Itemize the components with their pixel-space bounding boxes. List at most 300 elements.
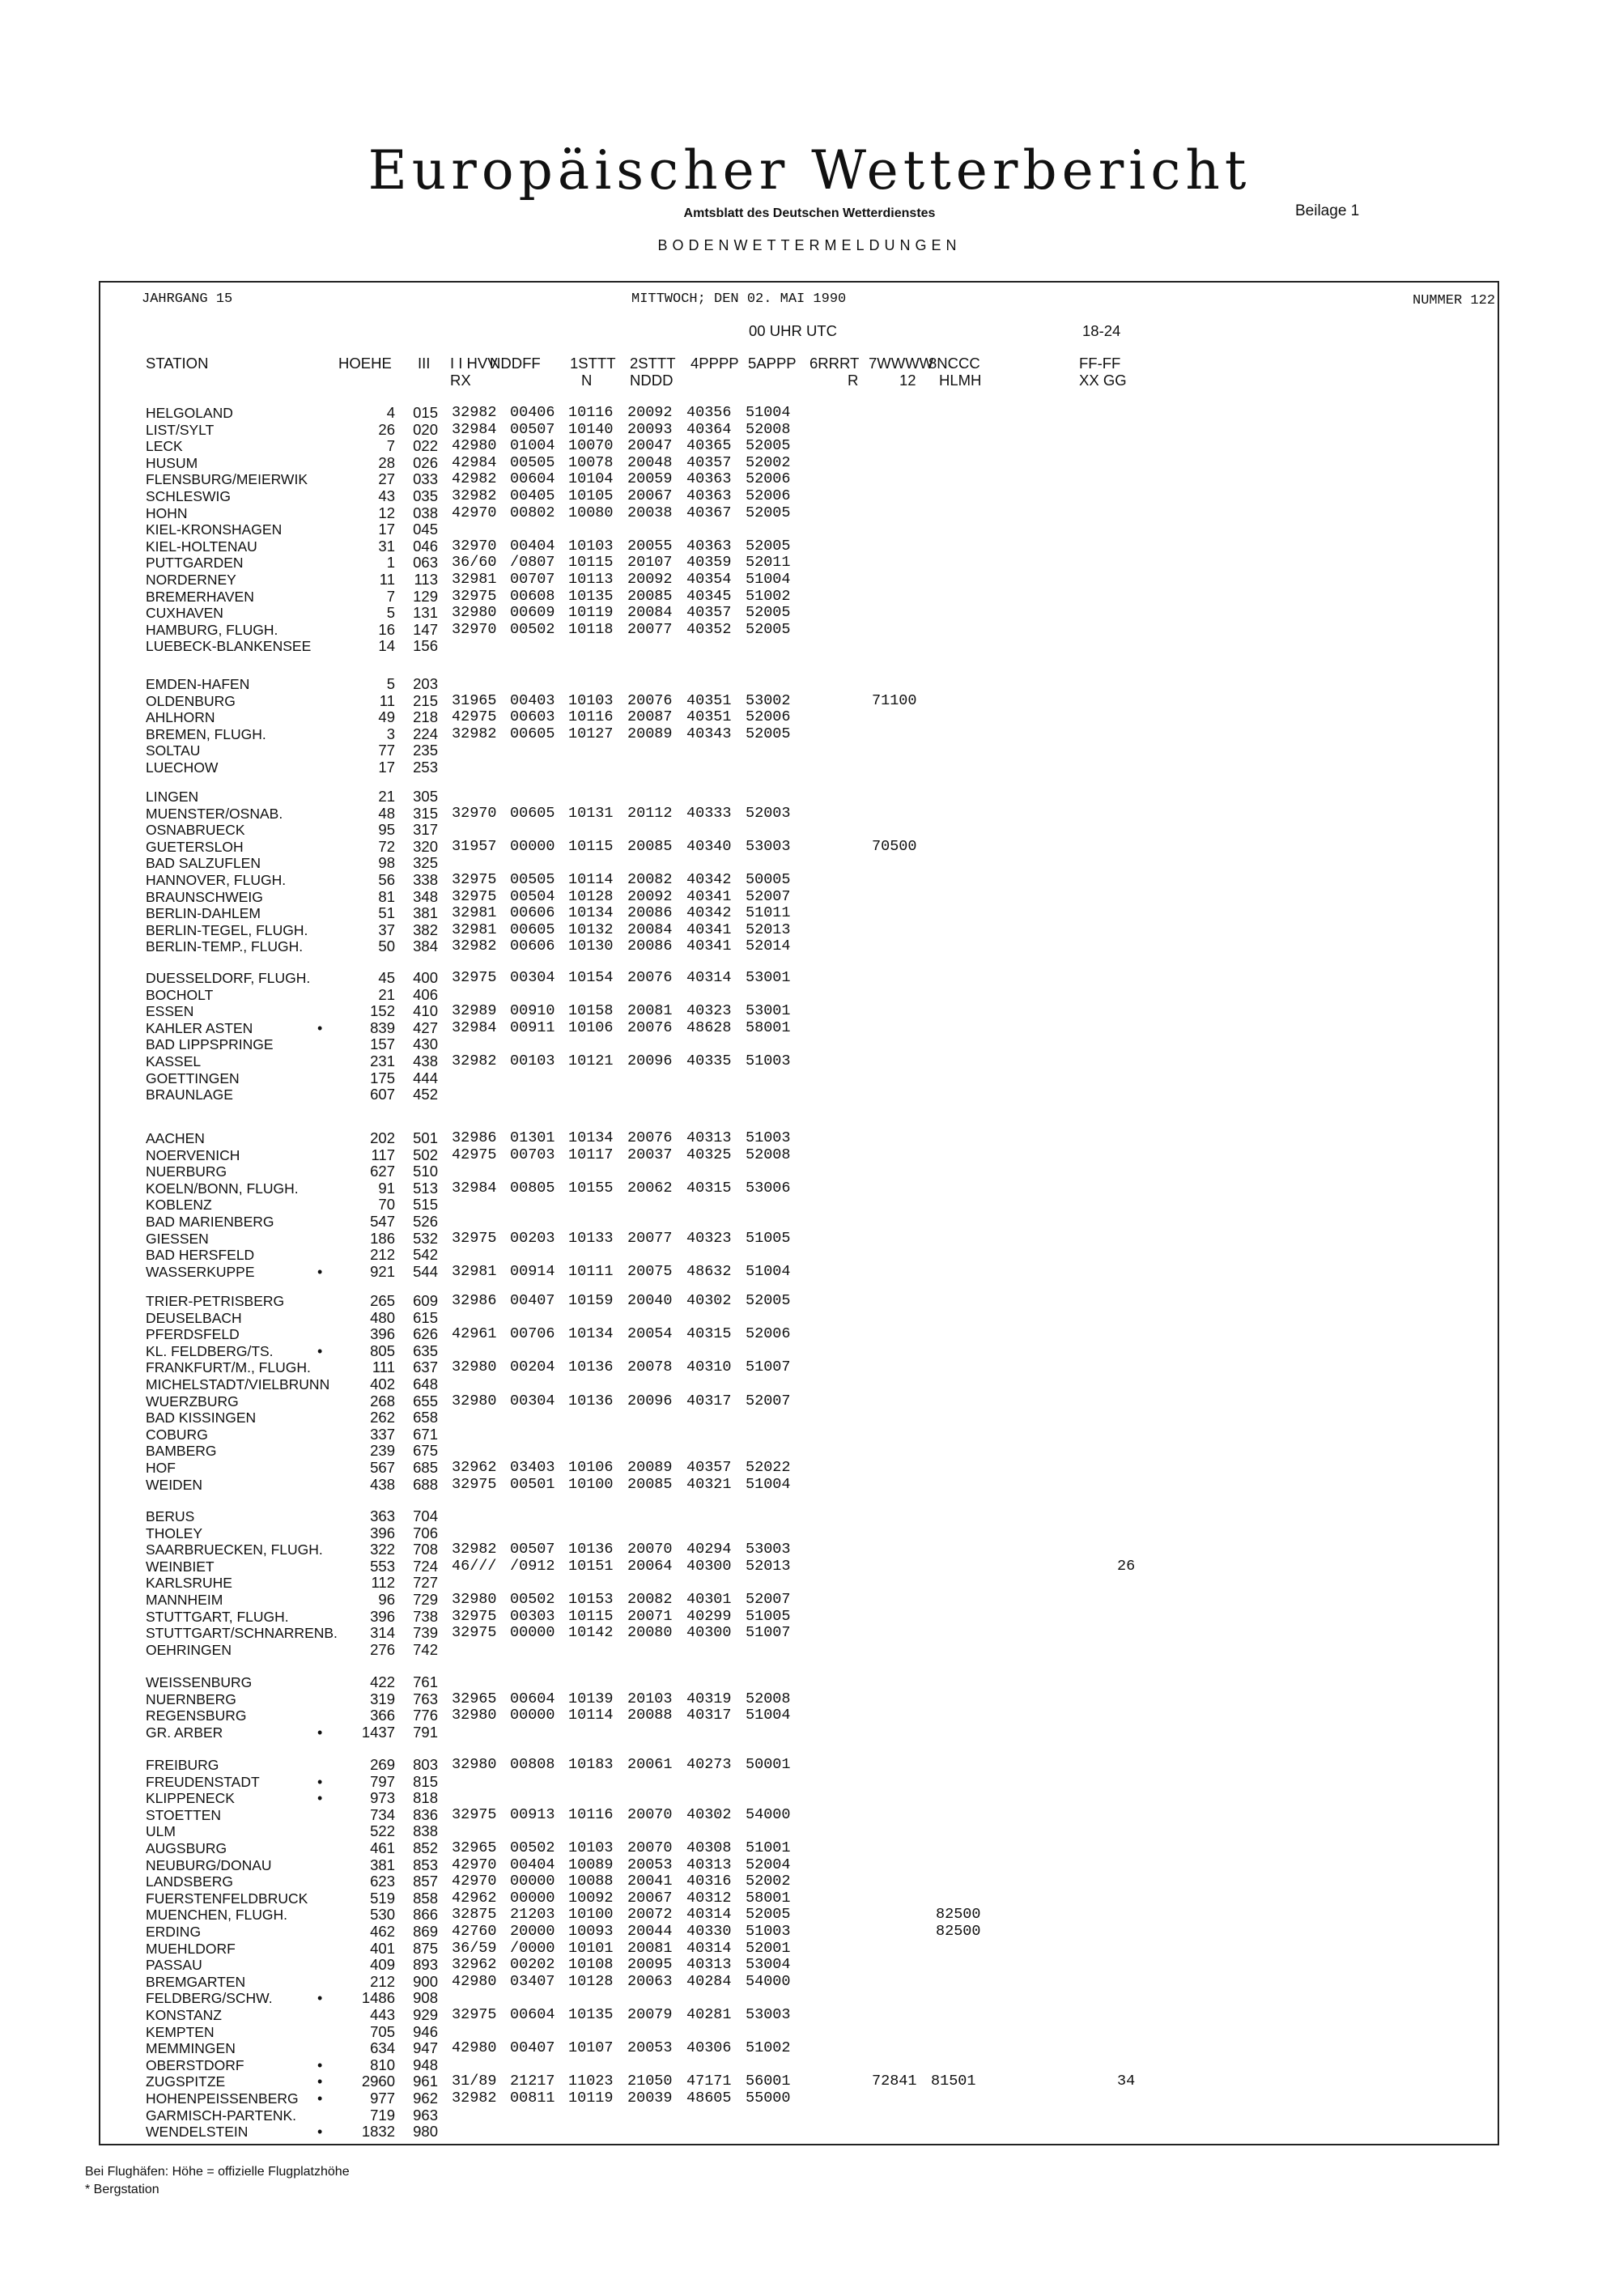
header-c1b: RX bbox=[450, 372, 471, 389]
data-group: 40319 bbox=[686, 1690, 732, 1707]
data-group: 32980 bbox=[452, 1591, 497, 1608]
station-hoehe: 396 bbox=[370, 1325, 395, 1343]
station-hoehe: 212 bbox=[370, 1972, 395, 1990]
data-group: 40357 bbox=[686, 604, 732, 622]
data-group: 00604 bbox=[510, 470, 555, 488]
station-hoehe: 839 bbox=[370, 1018, 395, 1036]
station-iii: 853 bbox=[413, 1856, 438, 1873]
station-name: NOERVENICH bbox=[146, 1146, 240, 1163]
data-group: 00606 bbox=[510, 938, 555, 955]
data-group: 00913 bbox=[510, 1805, 555, 1823]
station-iii: 838 bbox=[413, 1822, 438, 1840]
station-name: LUECHOW bbox=[146, 759, 219, 776]
data-group: 20000 bbox=[510, 1923, 555, 1940]
station-iii: 510 bbox=[413, 1163, 438, 1180]
data-group: 48605 bbox=[686, 2090, 732, 2107]
station-iii: 203 bbox=[413, 675, 438, 692]
footnote-bergstation: * Bergstation bbox=[85, 2183, 159, 2196]
data-group: 32982 bbox=[452, 2090, 497, 2107]
station-hoehe: 31 bbox=[378, 537, 395, 555]
data-group: 10103 bbox=[568, 537, 614, 555]
data-group: 53001 bbox=[746, 1002, 791, 1020]
data-group: 20082 bbox=[627, 871, 673, 888]
data-group: 40314 bbox=[686, 969, 732, 986]
data-group: 52013 bbox=[746, 921, 791, 938]
bergstation-marker: • bbox=[317, 2056, 323, 2073]
data-group: 32981 bbox=[452, 904, 497, 922]
station-hoehe: 231 bbox=[370, 1052, 395, 1069]
data-group: /0912 bbox=[510, 1557, 555, 1575]
data-group: 32980 bbox=[452, 604, 497, 622]
station-iii: 315 bbox=[413, 804, 438, 822]
station-hoehe: 28 bbox=[378, 453, 395, 471]
station-iii: 026 bbox=[413, 453, 438, 471]
data-group: 01004 bbox=[510, 437, 555, 455]
data-group: 00706 bbox=[510, 1325, 555, 1343]
data-group: 20067 bbox=[627, 1889, 673, 1907]
station-iii: 317 bbox=[413, 821, 438, 839]
station-hoehe: 3 bbox=[386, 725, 395, 742]
data-group: 10130 bbox=[568, 938, 614, 955]
station-iii: 406 bbox=[413, 985, 438, 1003]
data-group: 32982 bbox=[452, 725, 497, 742]
data-group: 32982 bbox=[452, 1052, 497, 1069]
data-group: 10118 bbox=[568, 620, 614, 638]
data-group: 32981 bbox=[452, 571, 497, 588]
station-hoehe: 797 bbox=[370, 1772, 395, 1790]
data-group: 51005 bbox=[746, 1229, 791, 1247]
station-hoehe: 409 bbox=[370, 1956, 395, 1974]
data-group: 20076 bbox=[627, 969, 673, 986]
period-label: 18-24 bbox=[1082, 322, 1121, 339]
data-group: 42961 bbox=[452, 1325, 497, 1343]
station-hoehe: 401 bbox=[370, 1939, 395, 1957]
data-group: 20077 bbox=[627, 620, 673, 638]
station-hoehe: 17 bbox=[378, 521, 395, 538]
data-group: 00703 bbox=[510, 1146, 555, 1163]
station-hoehe: 11 bbox=[379, 691, 395, 709]
data-group: 20070 bbox=[627, 1541, 673, 1558]
data-group: 32984 bbox=[452, 420, 497, 438]
station-hoehe: 37 bbox=[378, 921, 395, 938]
station-hoehe: 319 bbox=[370, 1690, 395, 1707]
station-name: BERLIN-TEGEL, FLUGH. bbox=[146, 921, 308, 938]
station-iii: 815 bbox=[413, 1772, 438, 1790]
data-group: 20095 bbox=[627, 1956, 673, 1974]
bergstation-marker: • bbox=[317, 1724, 323, 1741]
station-iii: 410 bbox=[413, 1002, 438, 1020]
data-group: 40308 bbox=[686, 1839, 732, 1856]
data-group: 20063 bbox=[627, 1972, 673, 1990]
data-group: 10111 bbox=[568, 1262, 614, 1280]
station-iii: 900 bbox=[413, 1972, 438, 1990]
data-group: 00406 bbox=[510, 404, 555, 421]
station-name: GUETERSLOH bbox=[146, 838, 244, 855]
data-group: 52005 bbox=[746, 1292, 791, 1309]
group-7wwww: 71100 bbox=[872, 691, 917, 709]
header-iii: III bbox=[418, 355, 431, 372]
data-group: 10159 bbox=[568, 1292, 614, 1309]
data-group: 20088 bbox=[627, 1707, 673, 1724]
data-group: 32975 bbox=[452, 587, 497, 605]
station-name: LIST/SYLT bbox=[146, 421, 215, 438]
station-name: BAD KISSINGEN bbox=[146, 1409, 257, 1426]
data-group: 00502 bbox=[510, 1839, 555, 1856]
station-name: COBURG bbox=[146, 1426, 208, 1443]
station-name: KARLSRUHE bbox=[146, 1575, 232, 1592]
station-iii: 980 bbox=[413, 2123, 438, 2141]
data-group: 00000 bbox=[510, 1707, 555, 1724]
data-group: 20055 bbox=[627, 537, 673, 555]
header-c8b: 12 bbox=[899, 372, 916, 389]
group-7wwww: 72841 bbox=[872, 2073, 917, 2090]
station-name: FRANKFURT/M., FLUGH. bbox=[146, 1359, 311, 1376]
data-group: 00911 bbox=[510, 1018, 555, 1036]
data-group: 32975 bbox=[452, 2006, 497, 2023]
header-c2: NDDFF bbox=[490, 355, 541, 372]
data-group: 00605 bbox=[510, 725, 555, 742]
data-group: 40306 bbox=[686, 2039, 732, 2057]
data-group: 40367 bbox=[686, 504, 732, 521]
station-hoehe: 265 bbox=[370, 1292, 395, 1309]
data-group: 52006 bbox=[746, 487, 791, 504]
station-name: BAD LIPPSPRINGE bbox=[146, 1036, 274, 1053]
data-group: 40365 bbox=[686, 437, 732, 455]
data-group: 21203 bbox=[510, 1906, 555, 1924]
data-group: 10105 bbox=[568, 487, 614, 504]
station-iii: 033 bbox=[413, 470, 438, 488]
data-group: 40351 bbox=[686, 708, 732, 726]
data-group: 52006 bbox=[746, 1325, 791, 1343]
station-hoehe: 21 bbox=[378, 788, 395, 805]
bergstation-marker: • bbox=[317, 1773, 323, 1790]
data-group: 32982 bbox=[452, 938, 497, 955]
station-hoehe: 607 bbox=[370, 1086, 395, 1103]
data-group: 40313 bbox=[686, 1856, 732, 1873]
station-name: PFERDSFELD bbox=[146, 1326, 240, 1343]
station-iii: 381 bbox=[413, 904, 438, 922]
station-iii: 893 bbox=[413, 1956, 438, 1974]
station-name: WEIDEN bbox=[146, 1476, 202, 1493]
data-group: 00403 bbox=[510, 691, 555, 709]
group-8nccc: 81501 bbox=[931, 2073, 976, 2090]
station-name: BAD HERSFELD bbox=[146, 1247, 255, 1264]
station-hoehe: 1832 bbox=[361, 2123, 395, 2141]
data-group: 11023 bbox=[568, 2073, 614, 2090]
station-hoehe: 27 bbox=[378, 470, 395, 488]
data-group: 03407 bbox=[510, 1972, 555, 1990]
station-iii: 513 bbox=[413, 1179, 438, 1197]
station-name: OSNABRUECK bbox=[146, 822, 245, 839]
station-iii: 724 bbox=[413, 1557, 438, 1575]
data-group: 42984 bbox=[452, 453, 497, 471]
station-iii: 852 bbox=[413, 1839, 438, 1856]
data-group: 20038 bbox=[627, 504, 673, 521]
data-group: 10133 bbox=[568, 1229, 614, 1247]
station-name: KLIPPENECK bbox=[146, 1790, 235, 1807]
data-group: 51002 bbox=[746, 587, 791, 605]
data-group: 20107 bbox=[627, 554, 673, 572]
data-group: 32975 bbox=[452, 887, 497, 905]
data-group: 40341 bbox=[686, 938, 732, 955]
data-group: 10107 bbox=[568, 2039, 614, 2057]
station-hoehe: 2960 bbox=[361, 2073, 395, 2090]
station-iii: 962 bbox=[413, 2090, 438, 2107]
header-c4b: NDDD bbox=[630, 372, 674, 389]
data-group: 51005 bbox=[746, 1607, 791, 1625]
data-group: 00914 bbox=[510, 1262, 555, 1280]
station-name: KIEL-KRONSHAGEN bbox=[146, 521, 283, 538]
station-name: WUERZBURG bbox=[146, 1392, 239, 1409]
station-iii: 113 bbox=[414, 571, 438, 588]
data-group: 52022 bbox=[746, 1459, 791, 1476]
data-group: 10092 bbox=[568, 1889, 614, 1907]
data-group: 32975 bbox=[452, 1475, 497, 1493]
bergstation-marker: • bbox=[317, 1342, 323, 1359]
station-name: FLENSBURG/MEIERWIK bbox=[146, 471, 308, 488]
header-c8: 7WWWW bbox=[869, 355, 934, 372]
data-group: 51007 bbox=[746, 1624, 791, 1642]
data-group: 00505 bbox=[510, 871, 555, 888]
station-iii: 836 bbox=[413, 1805, 438, 1823]
station-hoehe: 21 bbox=[378, 985, 395, 1003]
station-hoehe: 522 bbox=[370, 1822, 395, 1840]
station-name: GIESSEN bbox=[146, 1230, 209, 1247]
data-group: 00604 bbox=[510, 2006, 555, 2023]
station-iii: 818 bbox=[413, 1789, 438, 1807]
page-title: Europäischer Wetterbericht bbox=[368, 139, 1251, 202]
data-group: 52005 bbox=[746, 604, 791, 622]
data-group: 00604 bbox=[510, 1690, 555, 1707]
station-iii: 961 bbox=[413, 2073, 438, 2090]
station-iii: 348 bbox=[413, 887, 438, 905]
data-group: 10103 bbox=[568, 691, 614, 709]
data-group: 00507 bbox=[510, 420, 555, 438]
station-name: BREMERHAVEN bbox=[146, 588, 254, 605]
data-group: 40325 bbox=[686, 1146, 732, 1163]
station-name: OLDENBURG bbox=[146, 692, 236, 709]
station-iii: 947 bbox=[413, 2039, 438, 2057]
data-group: 01301 bbox=[510, 1129, 555, 1146]
station-iii: 046 bbox=[413, 537, 438, 555]
bergstation-marker: • bbox=[317, 1019, 323, 1036]
data-group: 46/// bbox=[452, 1557, 497, 1575]
data-group: 52007 bbox=[746, 1392, 791, 1409]
station-iii: 626 bbox=[413, 1325, 438, 1343]
station-hoehe: 45 bbox=[378, 969, 395, 986]
data-group: 00405 bbox=[510, 487, 555, 504]
data-group: 40352 bbox=[686, 620, 732, 638]
station-name: KAHLER ASTEN bbox=[146, 1019, 253, 1036]
data-group: 20054 bbox=[627, 1325, 673, 1343]
data-group: 32970 bbox=[452, 620, 497, 638]
data-group: 10153 bbox=[568, 1591, 614, 1608]
data-group: 52006 bbox=[746, 470, 791, 488]
bergstation-marker: • bbox=[317, 1790, 323, 1807]
station-hoehe: 17 bbox=[378, 759, 395, 776]
data-group: 52002 bbox=[746, 1873, 791, 1890]
data-group: 52007 bbox=[746, 887, 791, 905]
data-group: 10116 bbox=[568, 708, 614, 726]
station-name: MUENCHEN, FLUGH. bbox=[146, 1907, 288, 1924]
data-group: 32982 bbox=[452, 487, 497, 504]
data-group: 40357 bbox=[686, 1459, 732, 1476]
data-group: 10114 bbox=[568, 1707, 614, 1724]
station-iii: 635 bbox=[413, 1341, 438, 1359]
station-iii: 501 bbox=[413, 1129, 438, 1146]
data-group: 32984 bbox=[452, 1018, 497, 1036]
group-ff: 26 bbox=[1117, 1557, 1136, 1575]
station-iii: 763 bbox=[413, 1690, 438, 1707]
data-group: 10108 bbox=[568, 1956, 614, 1974]
station-name: ESSEN bbox=[146, 1003, 194, 1020]
station-hoehe: 396 bbox=[370, 1607, 395, 1625]
data-group: 53003 bbox=[746, 837, 791, 855]
station-hoehe: 314 bbox=[370, 1624, 395, 1642]
data-group: 20067 bbox=[627, 487, 673, 504]
data-group: 00304 bbox=[510, 1392, 555, 1409]
station-name: BERLIN-DAHLEM bbox=[146, 905, 261, 922]
data-group: 00502 bbox=[510, 1591, 555, 1608]
data-group: 00000 bbox=[510, 837, 555, 855]
data-group: 10113 bbox=[568, 571, 614, 588]
station-hoehe: 381 bbox=[370, 1856, 395, 1873]
station-iii: 015 bbox=[413, 404, 438, 421]
jahrgang-label: JAHRGANG 15 bbox=[142, 291, 233, 307]
station-iii: 325 bbox=[413, 854, 438, 872]
header-c1: I I HVV bbox=[450, 355, 498, 372]
station-name: GOETTINGEN bbox=[146, 1069, 240, 1086]
data-group: 10132 bbox=[568, 921, 614, 938]
data-group: 50005 bbox=[746, 871, 791, 888]
data-group: 20079 bbox=[627, 2006, 673, 2023]
data-group: 52004 bbox=[746, 1856, 791, 1873]
data-group: 48628 bbox=[686, 1018, 732, 1036]
header-c10: FF-FF bbox=[1079, 355, 1121, 372]
data-group: 10116 bbox=[568, 1805, 614, 1823]
header-c4: 2STTT bbox=[630, 355, 676, 372]
station-iii: 857 bbox=[413, 1873, 438, 1890]
data-group: 32980 bbox=[452, 1756, 497, 1773]
station-name: BREMGARTEN bbox=[146, 1973, 246, 1990]
station-hoehe: 480 bbox=[370, 1308, 395, 1326]
station-hoehe: 51 bbox=[378, 904, 395, 922]
station-hoehe: 91 bbox=[378, 1179, 395, 1197]
station-iii: 235 bbox=[413, 742, 438, 759]
station-iii: 791 bbox=[413, 1723, 438, 1741]
data-group: 40341 bbox=[686, 887, 732, 905]
data-group: 52011 bbox=[746, 554, 791, 572]
station-name: MUEHLDORF bbox=[146, 1940, 236, 1957]
data-group: 20081 bbox=[627, 1939, 673, 1957]
station-hoehe: 402 bbox=[370, 1375, 395, 1392]
header-c10b: XX GG bbox=[1079, 372, 1127, 389]
station-name: STUTTGART, FLUGH. bbox=[146, 1608, 289, 1625]
data-group: 20092 bbox=[627, 404, 673, 421]
station-iii: 035 bbox=[413, 487, 438, 504]
station-name: CUXHAVEN bbox=[146, 605, 223, 622]
station-hoehe: 921 bbox=[370, 1262, 395, 1280]
station-name: SOLTAU bbox=[146, 742, 201, 759]
station-hoehe: 50 bbox=[378, 938, 395, 955]
station-name: STUTTGART/SCHNARRENB. bbox=[146, 1625, 338, 1642]
data-group: 52008 bbox=[746, 1690, 791, 1707]
station-iii: 948 bbox=[413, 2056, 438, 2073]
station-iii: 400 bbox=[413, 969, 438, 986]
data-group: 21050 bbox=[627, 2073, 673, 2090]
data-group: 00501 bbox=[510, 1475, 555, 1493]
station-iii: 526 bbox=[413, 1213, 438, 1230]
data-group: 32970 bbox=[452, 537, 497, 555]
data-group: 52013 bbox=[746, 1557, 791, 1575]
station-name: DUESSELDORF, FLUGH. bbox=[146, 970, 311, 986]
station-hoehe: 12 bbox=[378, 504, 395, 521]
station-hoehe: 14 bbox=[378, 637, 395, 655]
station-hoehe: 461 bbox=[370, 1839, 395, 1856]
station-hoehe: 81 bbox=[378, 887, 395, 905]
station-hoehe: 212 bbox=[370, 1246, 395, 1264]
data-group: 00608 bbox=[510, 587, 555, 605]
station-hoehe: 48 bbox=[378, 804, 395, 822]
station-iii: 776 bbox=[413, 1707, 438, 1724]
data-group: 42962 bbox=[452, 1889, 497, 1907]
data-group: 20075 bbox=[627, 1262, 673, 1280]
data-group: 40357 bbox=[686, 453, 732, 471]
station-hoehe: 810 bbox=[370, 2056, 395, 2073]
station-iii: 224 bbox=[413, 725, 438, 742]
station-name: MUENSTER/OSNAB. bbox=[146, 805, 283, 822]
station-iii: 908 bbox=[413, 1989, 438, 2007]
station-iii: 761 bbox=[413, 1673, 438, 1690]
data-group: 10183 bbox=[568, 1756, 614, 1773]
station-name: ULM bbox=[146, 1823, 176, 1840]
data-group: 20092 bbox=[627, 887, 673, 905]
station-hoehe: 43 bbox=[378, 487, 395, 504]
station-name: OEHRINGEN bbox=[146, 1641, 232, 1658]
station-iii: 444 bbox=[413, 1069, 438, 1086]
header-station: STATION bbox=[146, 355, 209, 372]
station-hoehe: 366 bbox=[370, 1707, 395, 1724]
data-group: 40342 bbox=[686, 871, 732, 888]
station-hoehe: 5 bbox=[386, 675, 395, 692]
nummer-label: NUMMER 122 bbox=[1413, 293, 1496, 308]
data-group: 10103 bbox=[568, 1839, 614, 1856]
station-name: BRAUNSCHWEIG bbox=[146, 888, 263, 905]
data-group: 00000 bbox=[510, 1889, 555, 1907]
data-group: 42980 bbox=[452, 1972, 497, 1990]
data-group: 32980 bbox=[452, 1707, 497, 1724]
station-name: MEMMINGEN bbox=[146, 2040, 236, 2057]
station-name: KEMPTEN bbox=[146, 2023, 215, 2040]
station-name: FREUDENSTADT bbox=[146, 1773, 260, 1790]
station-name: BRAUNLAGE bbox=[146, 1086, 233, 1103]
station-name: LUEBECK-BLANKENSEE bbox=[146, 638, 312, 655]
station-name: DEUSELBACH bbox=[146, 1309, 242, 1326]
station-hoehe: 26 bbox=[378, 420, 395, 438]
data-group: 20053 bbox=[627, 2039, 673, 2057]
station-hoehe: 396 bbox=[370, 1524, 395, 1541]
station-iii: 253 bbox=[413, 759, 438, 776]
data-group: 50001 bbox=[746, 1756, 791, 1773]
station-hoehe: 276 bbox=[370, 1640, 395, 1658]
data-group: 54000 bbox=[746, 1972, 791, 1990]
data-group: 32975 bbox=[452, 1624, 497, 1642]
station-iii: 729 bbox=[413, 1591, 438, 1608]
station-name: AUGSBURG bbox=[146, 1840, 227, 1856]
data-group: 21217 bbox=[510, 2073, 555, 2090]
data-group: 20086 bbox=[627, 904, 673, 922]
station-iii: 156 bbox=[413, 637, 438, 655]
